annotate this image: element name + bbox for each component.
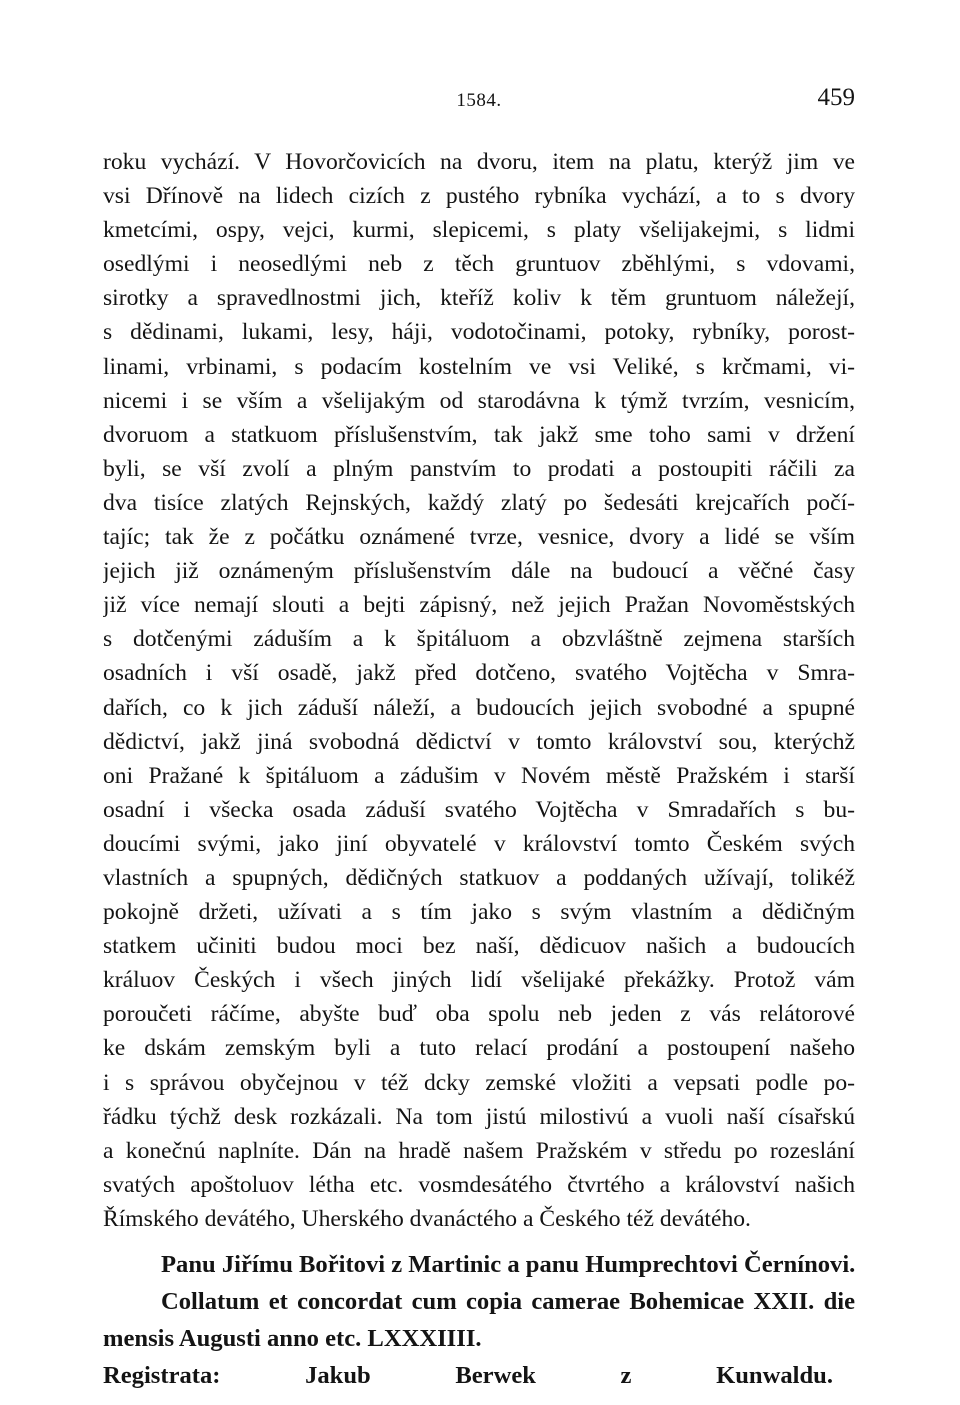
text-line: pokojně držeti, užívati a s tím jako s svým vlastním a dědičným: [103, 899, 855, 926]
text-line: svatých apoštoluov létha etc. vosmdesátého čtvrtého a království našich: [103, 1171, 855, 1198]
text-line: Římského devátého, Uherského dvanáctého a Českého též devátého.: [103, 1205, 751, 1232]
text-line: oni Pražané k špitáluom a zádušim v Novém městě Pražském i starší: [103, 762, 855, 789]
page-number: 459: [817, 84, 855, 111]
text-line: roku vychází. V Hovorčovicích na dvoru, item na platu, kterýž jim ve: [103, 149, 855, 175]
registrata-line: Registrata: Jakub Berwek z Kunwaldu.: [103, 1362, 833, 1390]
text-line: s dotčenými záduším a k špitáluom a obzvláštně zejmena starších: [103, 626, 855, 653]
page-year: 1584.: [456, 90, 502, 111]
text-line: jejich již oznámeným příslušenstvím dále na budoucí a věčné časy: [103, 558, 855, 585]
text-line: osadní i všecka osada záduší svatého Vojtěcha v Smradařích s bu-: [103, 796, 855, 823]
text-line: dva tisíce zlatých Rejnských, každý zlatý po šedesáti krejcařích počí-: [103, 489, 855, 516]
text-line: linami, vrbinami, s podacím kostelním ve vsi Veliké, s krčmami, vi-: [103, 353, 855, 380]
text-line: sirotky a spravedlnostmi jich, kteříž koliv k těm gruntuom náležejí,: [103, 285, 855, 312]
text-line: statkem učiniti budou moci bez naší, dědicuov našich a budoucích: [103, 933, 855, 960]
text-line: vlastních a spupných, dědičných statkuov a poddaných užívají, tolikéž: [103, 864, 855, 891]
text-line: králuov Českých i všech jiných lidí všelijaké překážky. Protož vám: [103, 967, 855, 994]
text-line: nicemi i se vším a všelijakým od starodávna k týmž tvrzím, vesnicím,: [103, 387, 855, 414]
text-line: již více nemají slouti a bejti zápisný, než jejich Pražan Novoměstských: [103, 592, 855, 619]
text-line: dědictví, jakž jiná svobodná dědictví v tomto království sou, kterýchž: [103, 728, 855, 755]
text-line: tajíc; tak že z počátku oznámené tvrze, vesnice, dvory a lidé se vším: [103, 524, 855, 551]
page-header: [103, 84, 855, 118]
text-line: poroučeti ráčíme, abyšte buď oba spolu neb jeden z vás relátorové: [103, 1001, 855, 1028]
collatum-line: Collatum et concordat cum copia camerae Bohemicae XXII. die: [161, 1288, 855, 1316]
text-line: vsi Dřínově na lidech cizích z pustého rybníka vychází, a to s dvory: [103, 183, 855, 210]
text-line: doucími svými, jako jiní obyvatelé v království tomto Českém svých: [103, 830, 855, 857]
collatum-line: mensis Augusti anno etc. LXXXIIII.: [103, 1325, 482, 1353]
text-line: dvoruom a statkuom příslušenstvím, tak jakž sme toho sami v držení: [103, 421, 855, 448]
text-line: ke dskám zemským byli a tuto relací prodání a postoupení našeho: [103, 1035, 855, 1062]
text-line: osadních i vší osadě, jakž před dotčeno, svatého Vojtěcha v Smra-: [103, 660, 855, 687]
text-line: kmetcími, ospy, vejci, kurmi, slepicemi, s platy všelijakejmi, s lidmi: [103, 217, 855, 244]
text-line: s dědinami, lukami, lesy, háji, vodotočinami, potoky, rybníky, porost-: [103, 319, 855, 346]
text-line: byli, se vší zvolí a plným panstvím to prodati a postoupiti ráčili za: [103, 455, 855, 482]
closing-block: [103, 1246, 855, 1394]
text-line: a konečnú naplníte. Dán na hradě našem Pražském v středu po rozeslání: [103, 1137, 855, 1164]
text-line: osedlými i neosedlými neb z těch gruntuov zběhlými, s vdovami,: [103, 251, 855, 278]
body-text: [103, 145, 855, 1236]
text-line: řádku týchž desk rozkázali. Na tom jistú milostivú a vuoli naší císařskú: [103, 1103, 855, 1130]
text-line: dařích, co k jich záduší náleží, a budoucích jejich svobodné a spupné: [103, 694, 855, 721]
addressees-line: Panu Jiřímu Bořitovi z Martinic a panu Humprechtovi Černínovi.: [161, 1251, 855, 1279]
text-line: i s správou obyčejnou v též dcky zemské vložiti a vepsati podle po-: [103, 1069, 855, 1096]
